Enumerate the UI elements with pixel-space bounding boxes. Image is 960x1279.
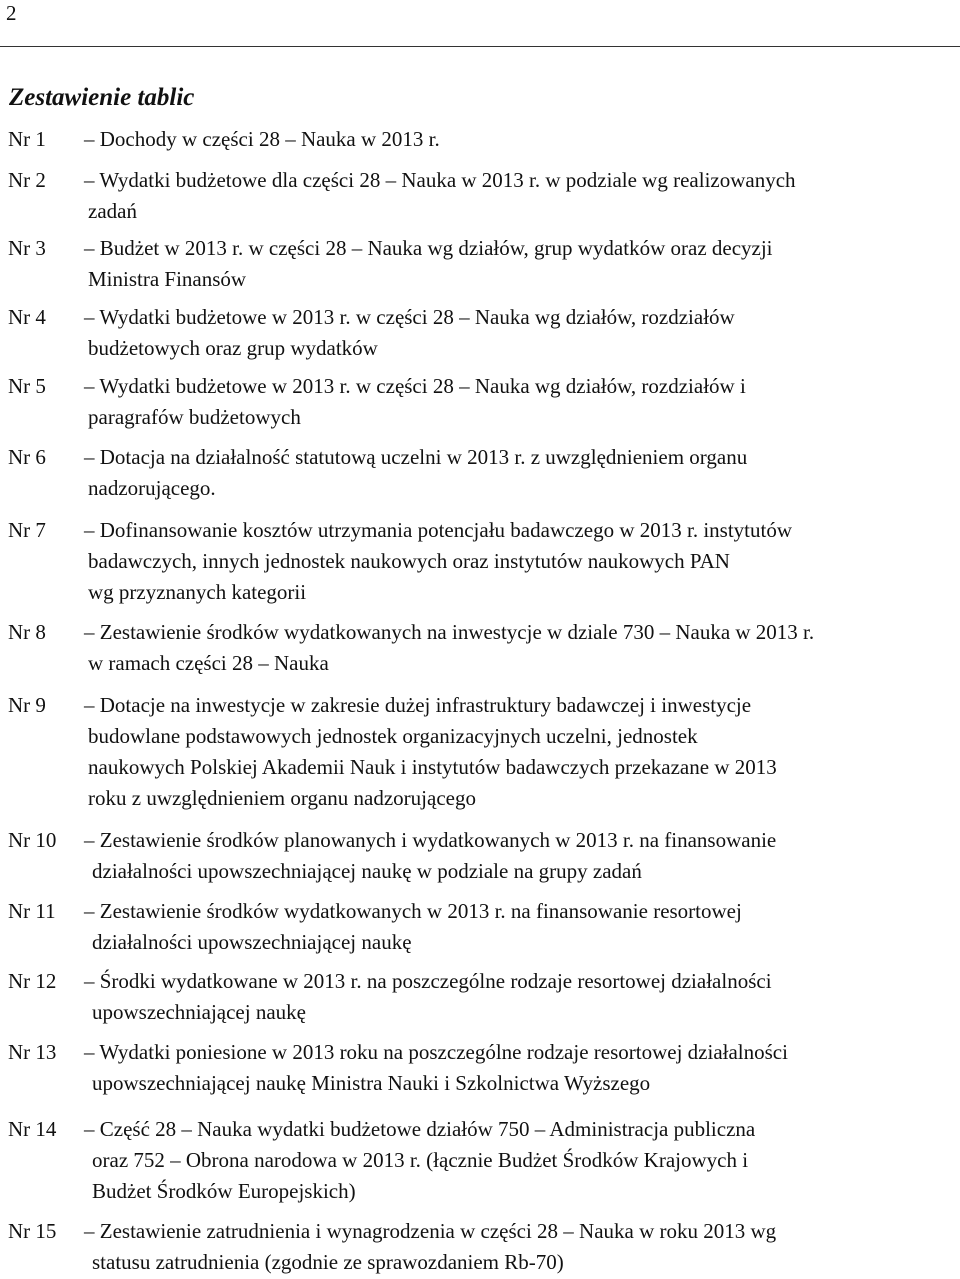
table-description-continuation: wg przyznanych kategorii (88, 580, 307, 604)
table-description: – Dochody w części 28 – Nauka w 2013 r. (84, 127, 440, 151)
table-description-continuation: roku z uwzględnieniem organu nadzorującego (88, 786, 476, 810)
table-description-continuation: oraz 752 – Obrona narodowa w 2013 r. (łącznie Budżet Środków Krajowych i (92, 1148, 749, 1172)
table-number: Nr 12 (8, 969, 57, 993)
table-description-continuation: paragrafów budżetowych (88, 405, 301, 429)
table-list-item (0, 302, 960, 364)
table-number: Nr 1 (8, 127, 46, 151)
table-number: Nr 2 (8, 168, 46, 192)
table-description-continuation: naukowych Polskiej Akademii Nauk i instytutów badawczych przekazane w 2013 (88, 755, 777, 779)
table-list-item (0, 371, 960, 433)
table-description-continuation: badawczych, innych jednostek naukowych oraz instytutów naukowych PAN (88, 549, 730, 573)
table-number: Nr 13 (8, 1040, 57, 1064)
table-list-item (0, 1114, 960, 1207)
header-rule (0, 46, 960, 47)
table-description-continuation: Budżet Środków Europejskich) (92, 1179, 356, 1203)
table-description-continuation: Ministra Finansów (88, 267, 247, 291)
table-description: – Wydatki budżetowe w 2013 r. w części 28 – Nauka wg działów, rozdziałów i (84, 374, 746, 398)
table-number: Nr 9 (8, 693, 46, 717)
table-description: – Zestawienie środków wydatkowanych w 2013 r. na finansowanie resortowej (84, 899, 742, 923)
table-number: Nr 14 (8, 1117, 57, 1141)
table-description: – Budżet w 2013 r. w części 28 – Nauka wg działów, grup wydatków oraz decyzji (84, 236, 773, 260)
page-number: 2 (6, 1, 17, 25)
table-description: – Środki wydatkowane w 2013 r. na poszczególne rodzaje resortowej działalności (84, 969, 772, 993)
table-description-continuation: statusu zatrudnienia (zgodnie ze sprawozdaniem Rb-70) (92, 1250, 564, 1274)
table-list-item (0, 1037, 960, 1099)
table-list-item (0, 442, 960, 504)
table-number: Nr 3 (8, 236, 46, 260)
table-description: – Wydatki budżetowe dla części 28 – Nauka w 2013 r. w podziale wg realizowanych (84, 168, 796, 192)
table-description: – Zestawienie środków wydatkowanych na inwestycje w dziale 730 – Nauka w 2013 r. (84, 620, 815, 644)
table-description: – Część 28 – Nauka wydatki budżetowe działów 750 – Administracja publiczna (84, 1117, 756, 1141)
table-description: – Dotacja na działalność statutową uczelni w 2013 r. z uwzględnieniem organu (84, 445, 748, 469)
table-list-item (0, 690, 960, 814)
table-description-continuation: budowlane podstawowych jednostek organizacyjnych uczelni, jednostek (88, 724, 698, 748)
table-description: – Dofinansowanie kosztów utrzymania potencjału badawczego w 2013 r. instytutów (84, 518, 792, 542)
table-description: – Wydatki budżetowe w 2013 r. w części 28 – Nauka wg działów, rozdziałów (84, 305, 735, 329)
table-description: – Zestawienie środków planowanych i wydatkowanych w 2013 r. na finansowanie (84, 828, 777, 852)
table-list-item (0, 233, 960, 295)
table-description-continuation: w ramach części 28 – Nauka (88, 651, 329, 675)
table-description-continuation: działalności upowszechniającej naukę (92, 930, 412, 954)
table-description-continuation: budżetowych oraz grup wydatków (88, 336, 378, 360)
table-number: Nr 8 (8, 620, 46, 644)
table-description-continuation: nadzorującego. (88, 476, 216, 500)
table-description: – Zestawienie zatrudnienia i wynagrodzenia w części 28 – Nauka w roku 2013 wg (84, 1219, 777, 1243)
table-description: – Dotacje na inwestycje w zakresie dużej infrastruktury badawczej i inwestycje (84, 693, 752, 717)
table-description: – Wydatki poniesione w 2013 roku na poszczególne rodzaje resortowej działalności (84, 1040, 788, 1064)
table-list-item (0, 896, 960, 958)
table-number: Nr 15 (8, 1219, 57, 1243)
table-list-item (0, 124, 960, 155)
table-list-item (0, 617, 960, 679)
table-number: Nr 7 (8, 518, 46, 542)
table-number: Nr 10 (8, 828, 57, 852)
table-number: Nr 5 (8, 374, 46, 398)
table-description-continuation: działalności upowszechniającej naukę w podziale na grupy zadań (92, 859, 642, 883)
table-description-continuation: upowszechniającej naukę (92, 1000, 306, 1024)
table-number: Nr 4 (8, 305, 46, 329)
table-number: Nr 11 (8, 899, 56, 923)
table-description-continuation: upowszechniającej naukę Ministra Nauki i Szkolnictwa Wyższego (92, 1071, 651, 1095)
table-list-item (0, 966, 960, 1028)
table-description-continuation: zadań (88, 199, 137, 223)
table-list-item (0, 165, 960, 227)
table-list-item (0, 825, 960, 887)
table-list-item (0, 1216, 960, 1278)
table-list-item (0, 515, 960, 608)
table-number: Nr 6 (8, 445, 46, 469)
section-title: Zestawienie tablic (9, 84, 195, 111)
